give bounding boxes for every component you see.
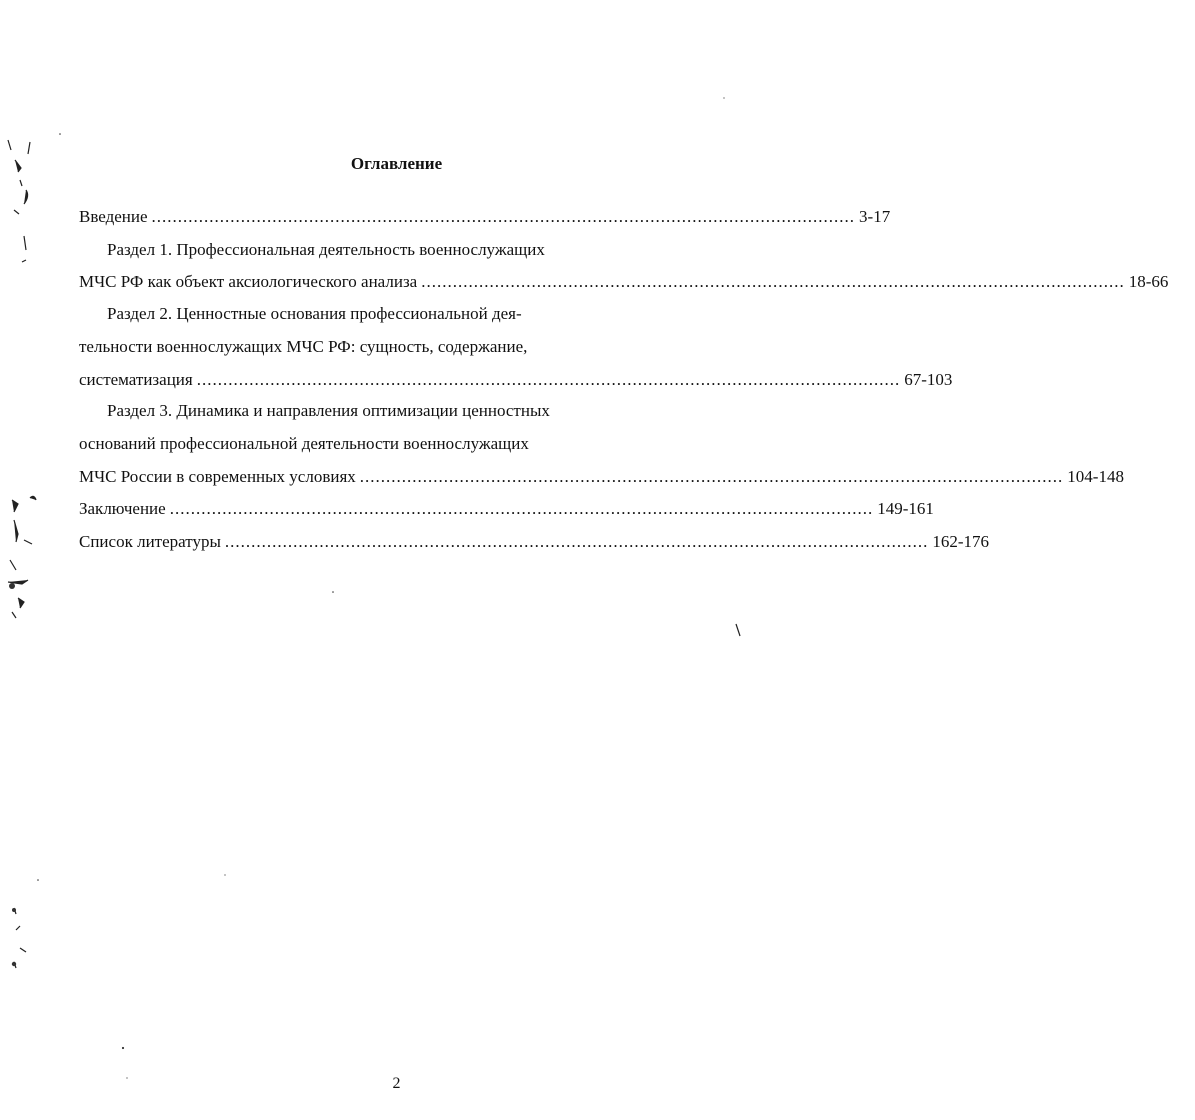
- toc-entry-bibliography: [79, 526, 990, 558]
- toc-entry-introduction: [79, 201, 891, 233]
- toc-entry-section-2-line-2: тельности военнослужащих МЧС РФ: сущность, содержание,: [79, 337, 528, 356]
- toc-entry-section-3-line-1: Раздел 3. Динамика и направления оптимизации ценностных: [107, 401, 550, 420]
- toc-entry-pages: 162-176: [932, 532, 990, 551]
- toc-entry-section-3-line-2: оснований профессиональной деятельности военнослужащих: [79, 434, 529, 453]
- toc-entry-section-1: [79, 266, 1169, 298]
- toc-entry-pages: 149-161: [877, 499, 934, 518]
- toc-entry-pages: 104-148: [1067, 467, 1124, 486]
- toc-entry-pages: 3-17: [859, 207, 891, 226]
- toc-leader-dots: ......................................................................................................................................: [151, 207, 856, 226]
- toc-entry-label: Список литературы: [79, 532, 221, 551]
- toc-entry-label: систематизация: [79, 370, 193, 389]
- toc-entry-section-2: [79, 364, 953, 396]
- toc-entry-section-3: [79, 461, 1124, 493]
- toc-entry-label: МЧС РФ как объект аксиологического анализа: [79, 272, 418, 291]
- toc-entry-pages: 67-103: [904, 370, 953, 389]
- toc-entry-section-2-line-1: Раздел 2. Ценностные основания профессиональной дея-: [107, 304, 522, 323]
- toc-leader-dots: ......................................................................................................................................: [359, 467, 1064, 486]
- toc-leader-dots: ......................................................................................................................................: [169, 499, 874, 518]
- toc-entry-label: МЧС России в современных условиях: [79, 467, 356, 486]
- toc-leader-dots: ......................................................................................................................................: [224, 532, 929, 551]
- toc-entry-section-1-line-1: Раздел 1. Профессиональная деятельность военнослужащих: [107, 240, 545, 259]
- toc-entry-conclusion: [79, 493, 934, 525]
- toc-entry-pages: 18-66: [1128, 272, 1169, 291]
- toc-entry-label: Введение: [79, 207, 148, 226]
- toc-leader-dots: ......................................................................................................................................: [196, 370, 901, 389]
- toc-leader-dots: ......................................................................................................................................: [421, 272, 1125, 291]
- toc-entry-label: Заключение: [79, 499, 166, 518]
- page-number: 2: [392, 1075, 401, 1092]
- page-title: Оглавление: [350, 154, 443, 173]
